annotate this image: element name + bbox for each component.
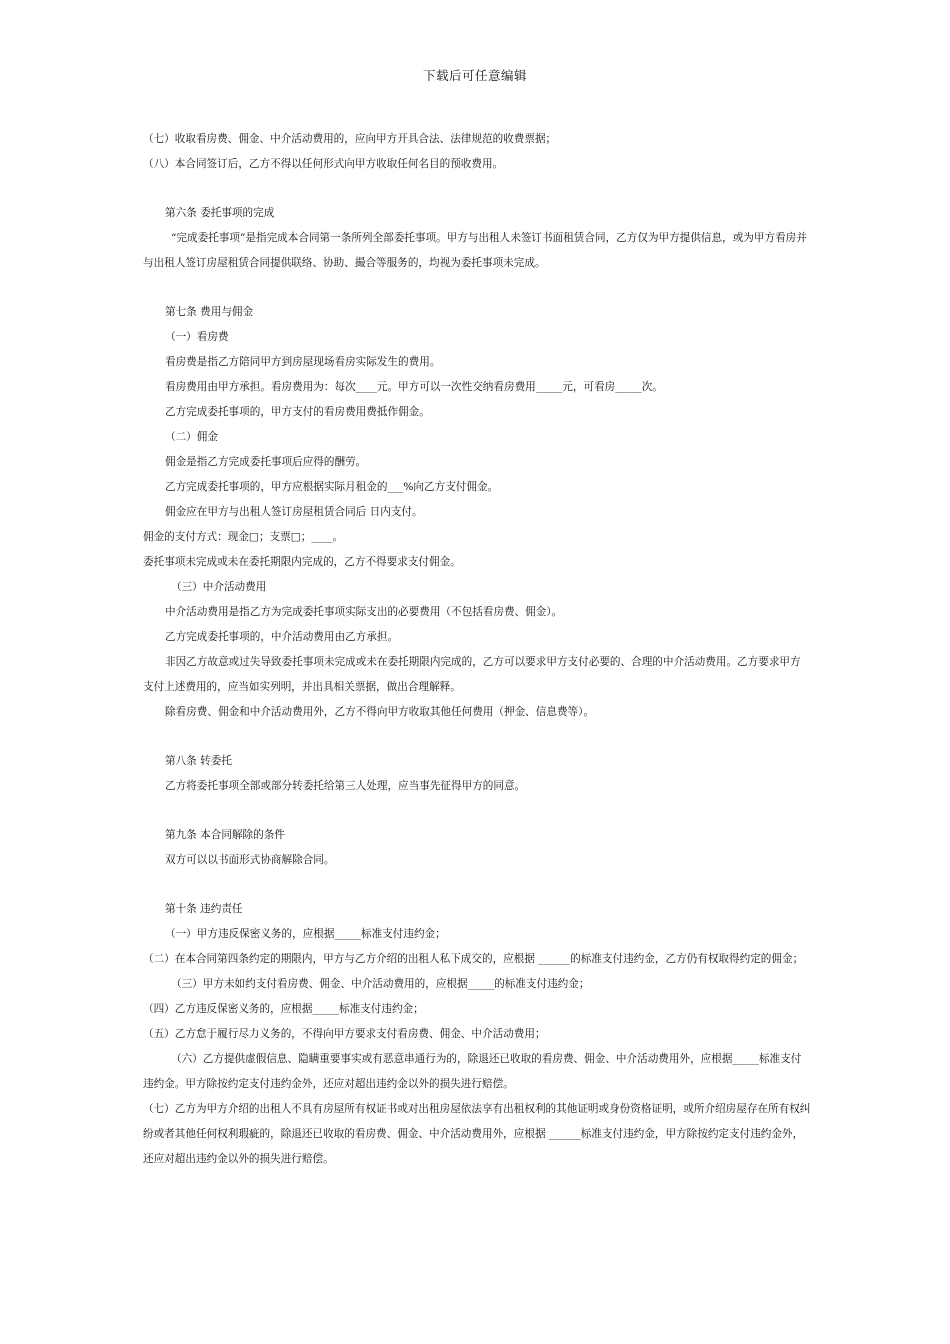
page-header: 下载后可任意编辑 (422, 68, 527, 83)
paragraph: “完成委托事项”是指完成本合同第一条所列全部委托事项。甲方与出租人未签订书面租赁合同，乙方仅为甲方提供信息，或为甲方看房并与出租人签订房屋租赁合同提供联络、协助、撮合等服务的，均视为委托事项未完成。 (143, 232, 807, 269)
paragraph: （二）在本合同第四条约定的期限内，甲方与乙方介绍的出租人私下成交的，应根据 ______的标准支付违约金，乙方仍有权取得约定的佣金； (143, 953, 804, 965)
paragraph: 佣金应在甲方与出租人签订房屋租赁合同后 日内支付。 (165, 506, 423, 518)
section-heading: 第九条 本合同解除的条件 (165, 829, 285, 841)
paragraph: 乙方完成委托事项的，甲方支付的看房费用费抵作佣金。 (165, 406, 430, 418)
subsection-heading: （二）佣金 (165, 431, 218, 443)
paragraph: 乙方完成委托事项的，中介活动费用由乙方承担。 (165, 631, 399, 643)
section-heading: 第六条 委托事项的完成 (165, 207, 275, 219)
paragraph: 双方可以以书面形式协商解除合同。 (165, 854, 335, 866)
paragraph: （四）乙方违反保密义务的，应根据_____标准支付违约金； (143, 1003, 424, 1015)
paragraph: 乙方完成委托事项的，甲方应根据实际月租金的___%向乙方支付佣金。 (165, 481, 499, 493)
paragraph: （一）甲方违反保密义务的，应根据_____标准支付违约金； (165, 928, 446, 940)
paragraph: 看房费用由甲方承担。看房费用为：每次____元。甲方可以一次性交纳看房费用_____元，可看房_____次。 (165, 381, 663, 393)
subsection-heading: （一）看房费 (165, 331, 229, 343)
paragraph: （三）甲方未如约支付看房费、佣金、中介活动费用的，应根据_____的标准支付违约金； (171, 978, 590, 990)
subsection-heading: （三）中介活动费用 (171, 581, 267, 593)
document-body (143, 127, 811, 1172)
paragraph: 佣金是指乙方完成委托事项后应得的酬劳。 (165, 456, 367, 468)
paragraph: 乙方将委托事项全部或部分转委托给第三人处理，应当事先征得甲方的同意。 (165, 780, 526, 792)
paragraph: （六）乙方提供虚假信息、隐瞒重要事实或有恶意串通行为的，除退还已收取的看房费、佣金、中介活动费用外，应根据_____标准支付违约金。甲方除按约定支付违约金外，还应对超出违约金以外的损失进行赔偿。 (143, 1053, 802, 1090)
paragraph: （八）本合同签订后，乙方不得以任何形式向甲方收取任何名目的预收费用。 (143, 158, 504, 170)
paragraph: 看房费是指乙方陪同甲方到房屋现场看房实际发生的费用。 (165, 356, 441, 368)
paragraph: 委托事项未完成或未在委托期限内完成的，乙方不得要求支付佣金。 (143, 556, 461, 568)
paragraph: 中介活动费用是指乙方为完成委托事项实际支出的必要费用（不包括看房费、佣金）。 (165, 606, 563, 618)
section-heading: 第七条 费用与佣金 (165, 306, 254, 318)
section-heading: 第八条 转委托 (165, 755, 232, 767)
paragraph: （五）乙方怠于履行尽力义务的，不得向甲方要求支付看房费、佣金、中介活动费用； (143, 1028, 546, 1040)
paragraph: （七）乙方为甲方介绍的出租人不具有房屋所有权证书或对出租房屋依法享有出租权利的其他证明或身份资格证明，或所介绍房屋存在所有权纠纷或者其他任何权利瑕疵的，除退还已收取的看房费、佣金、中介活动费用外，应根据 ______标准支付违约金，甲方除按约定支付违约金外，还应对超出违约金以外的损失进行赔偿。 (143, 1103, 811, 1165)
section-heading: 第十条 违约责任 (165, 903, 243, 915)
paragraph: 除看房费、佣金和中介活动费用外，乙方不得向甲方收取其他任何费用（押金、信息费等）。 (165, 706, 595, 718)
paragraph: 非因乙方故意或过失导致委托事项未完成或未在委托期限内完成的，乙方可以要求甲方支付必要的、合理的中介活动费用。乙方要求甲方支付上述费用的，应当如实列明，并出具相关票据，做出合理解释。 (143, 656, 801, 693)
paragraph: （七）收取看房费、佣金、中介活动费用的，应向甲方开具合法、法律规范的收费票据； (143, 133, 557, 145)
paragraph: 佣金的支付方式：现金□；支票□；____。 (143, 531, 344, 543)
